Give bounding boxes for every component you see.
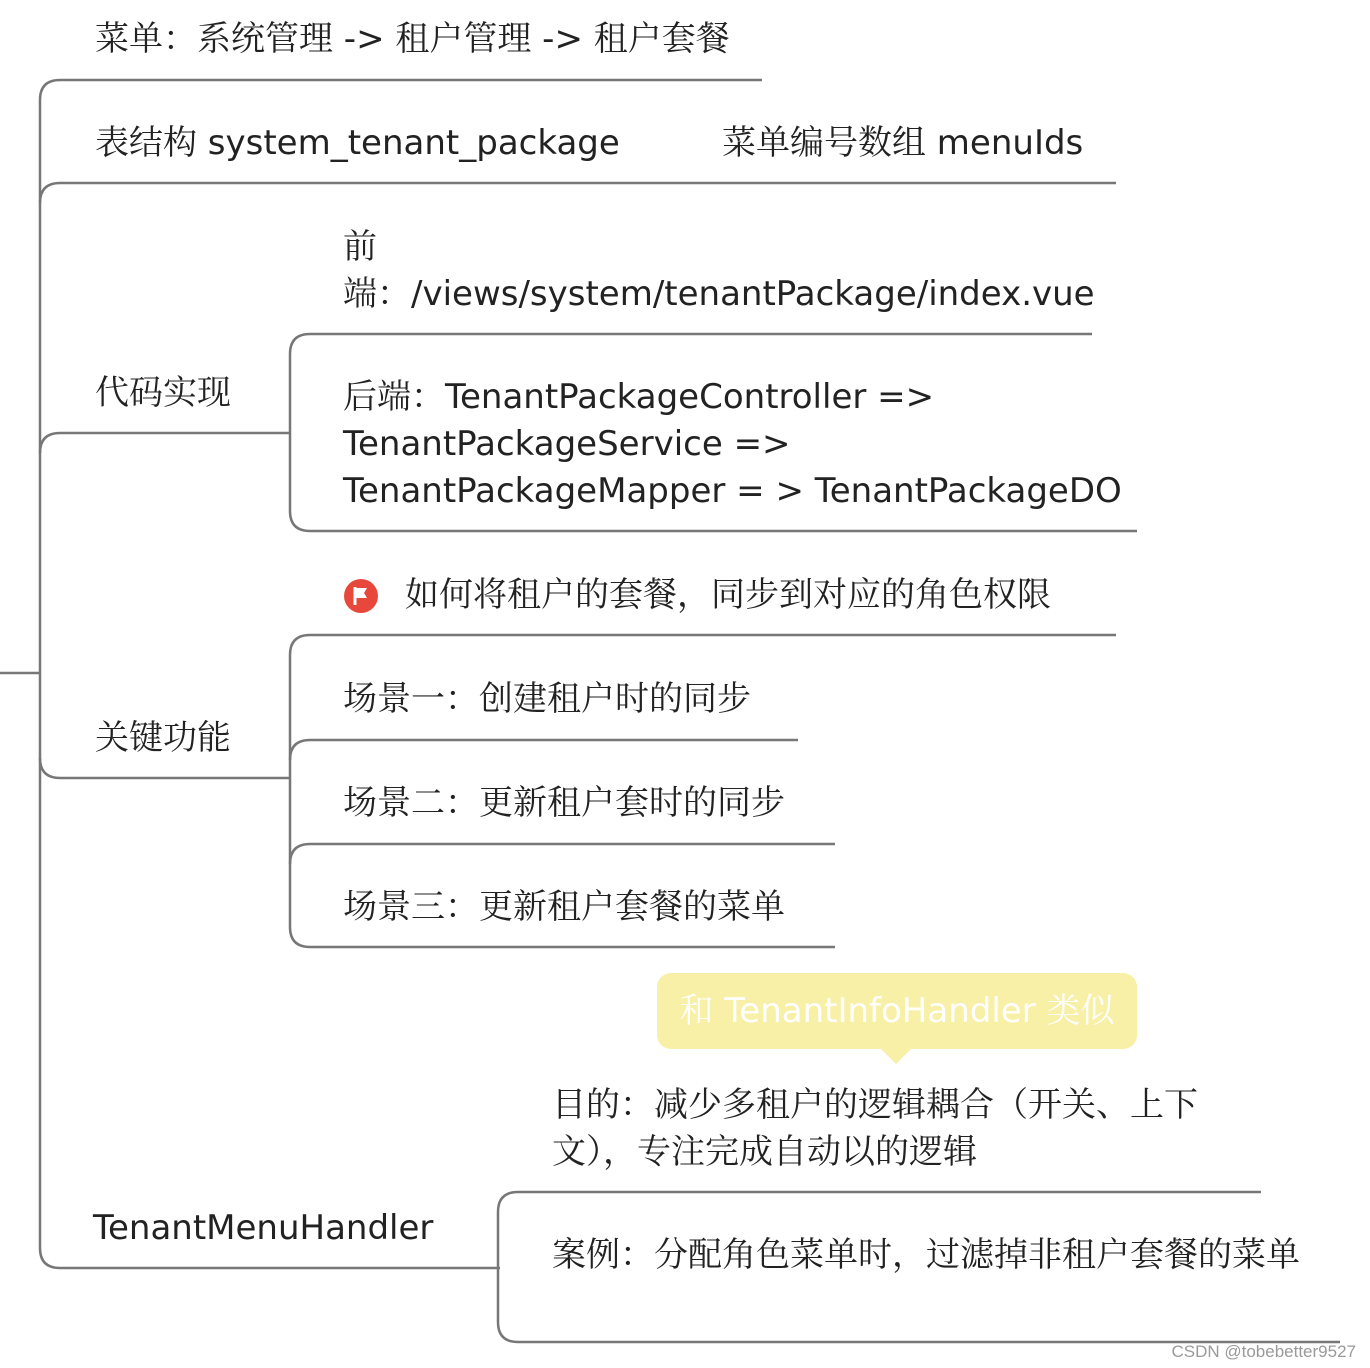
scenario1-line — [290, 740, 798, 760]
frontend-label: 前端：/views/system/tenantPackage/index.vue — [343, 227, 1095, 314]
scenario-3-label: 场景三：更新租户套餐的菜单 — [343, 887, 785, 927]
frontend-line — [290, 334, 1092, 354]
watermark: CSDN @tobebetter9527 — [1171, 1342, 1356, 1361]
menu-path-label: 菜单：系统管理 -> 租户管理 -> 租户套餐 — [95, 19, 730, 59]
branch-table-line — [40, 183, 1116, 203]
menu-ids-label: 菜单编号数组 menuIds — [722, 123, 1084, 163]
flag-icon — [343, 578, 379, 614]
code-impl-label: 代码实现 — [95, 373, 231, 413]
callout-note — [657, 973, 1137, 1049]
scenario2-line — [290, 844, 835, 864]
callout-pointer — [880, 1048, 912, 1064]
callout-text: 和 TenantInfoHandler 类似 — [679, 991, 1115, 1031]
question-label: 如何将租户的套餐，同步到对应的角色权限 — [405, 575, 1051, 615]
example-label: 案例：分配角色菜单时，过滤掉非租户套餐的菜单 — [552, 1235, 1300, 1275]
branch-menu-line — [40, 80, 762, 100]
scenario-2-label: 场景二：更新租户套时的同步 — [343, 783, 785, 823]
purpose-line — [498, 1192, 1261, 1212]
branch-code-line — [40, 433, 290, 453]
question-line — [290, 635, 1116, 655]
backend-label: 后端：TenantPackageController => TenantPackageService => TenantPackageMapper = > TenantPackageDO — [343, 377, 1122, 511]
key-features-label: 关键功能 — [95, 718, 231, 758]
table-structure-label: 表结构 system_tenant_package — [95, 123, 620, 163]
purpose-label: 目的：减少多租户的逻辑耦合（开关、上下文），专注完成自动以的逻辑 — [552, 1085, 1198, 1172]
tenant-menu-handler-label: TenantMenuHandler — [93, 1208, 434, 1248]
scenario-1-label: 场景一：创建租户时的同步 — [343, 679, 751, 719]
